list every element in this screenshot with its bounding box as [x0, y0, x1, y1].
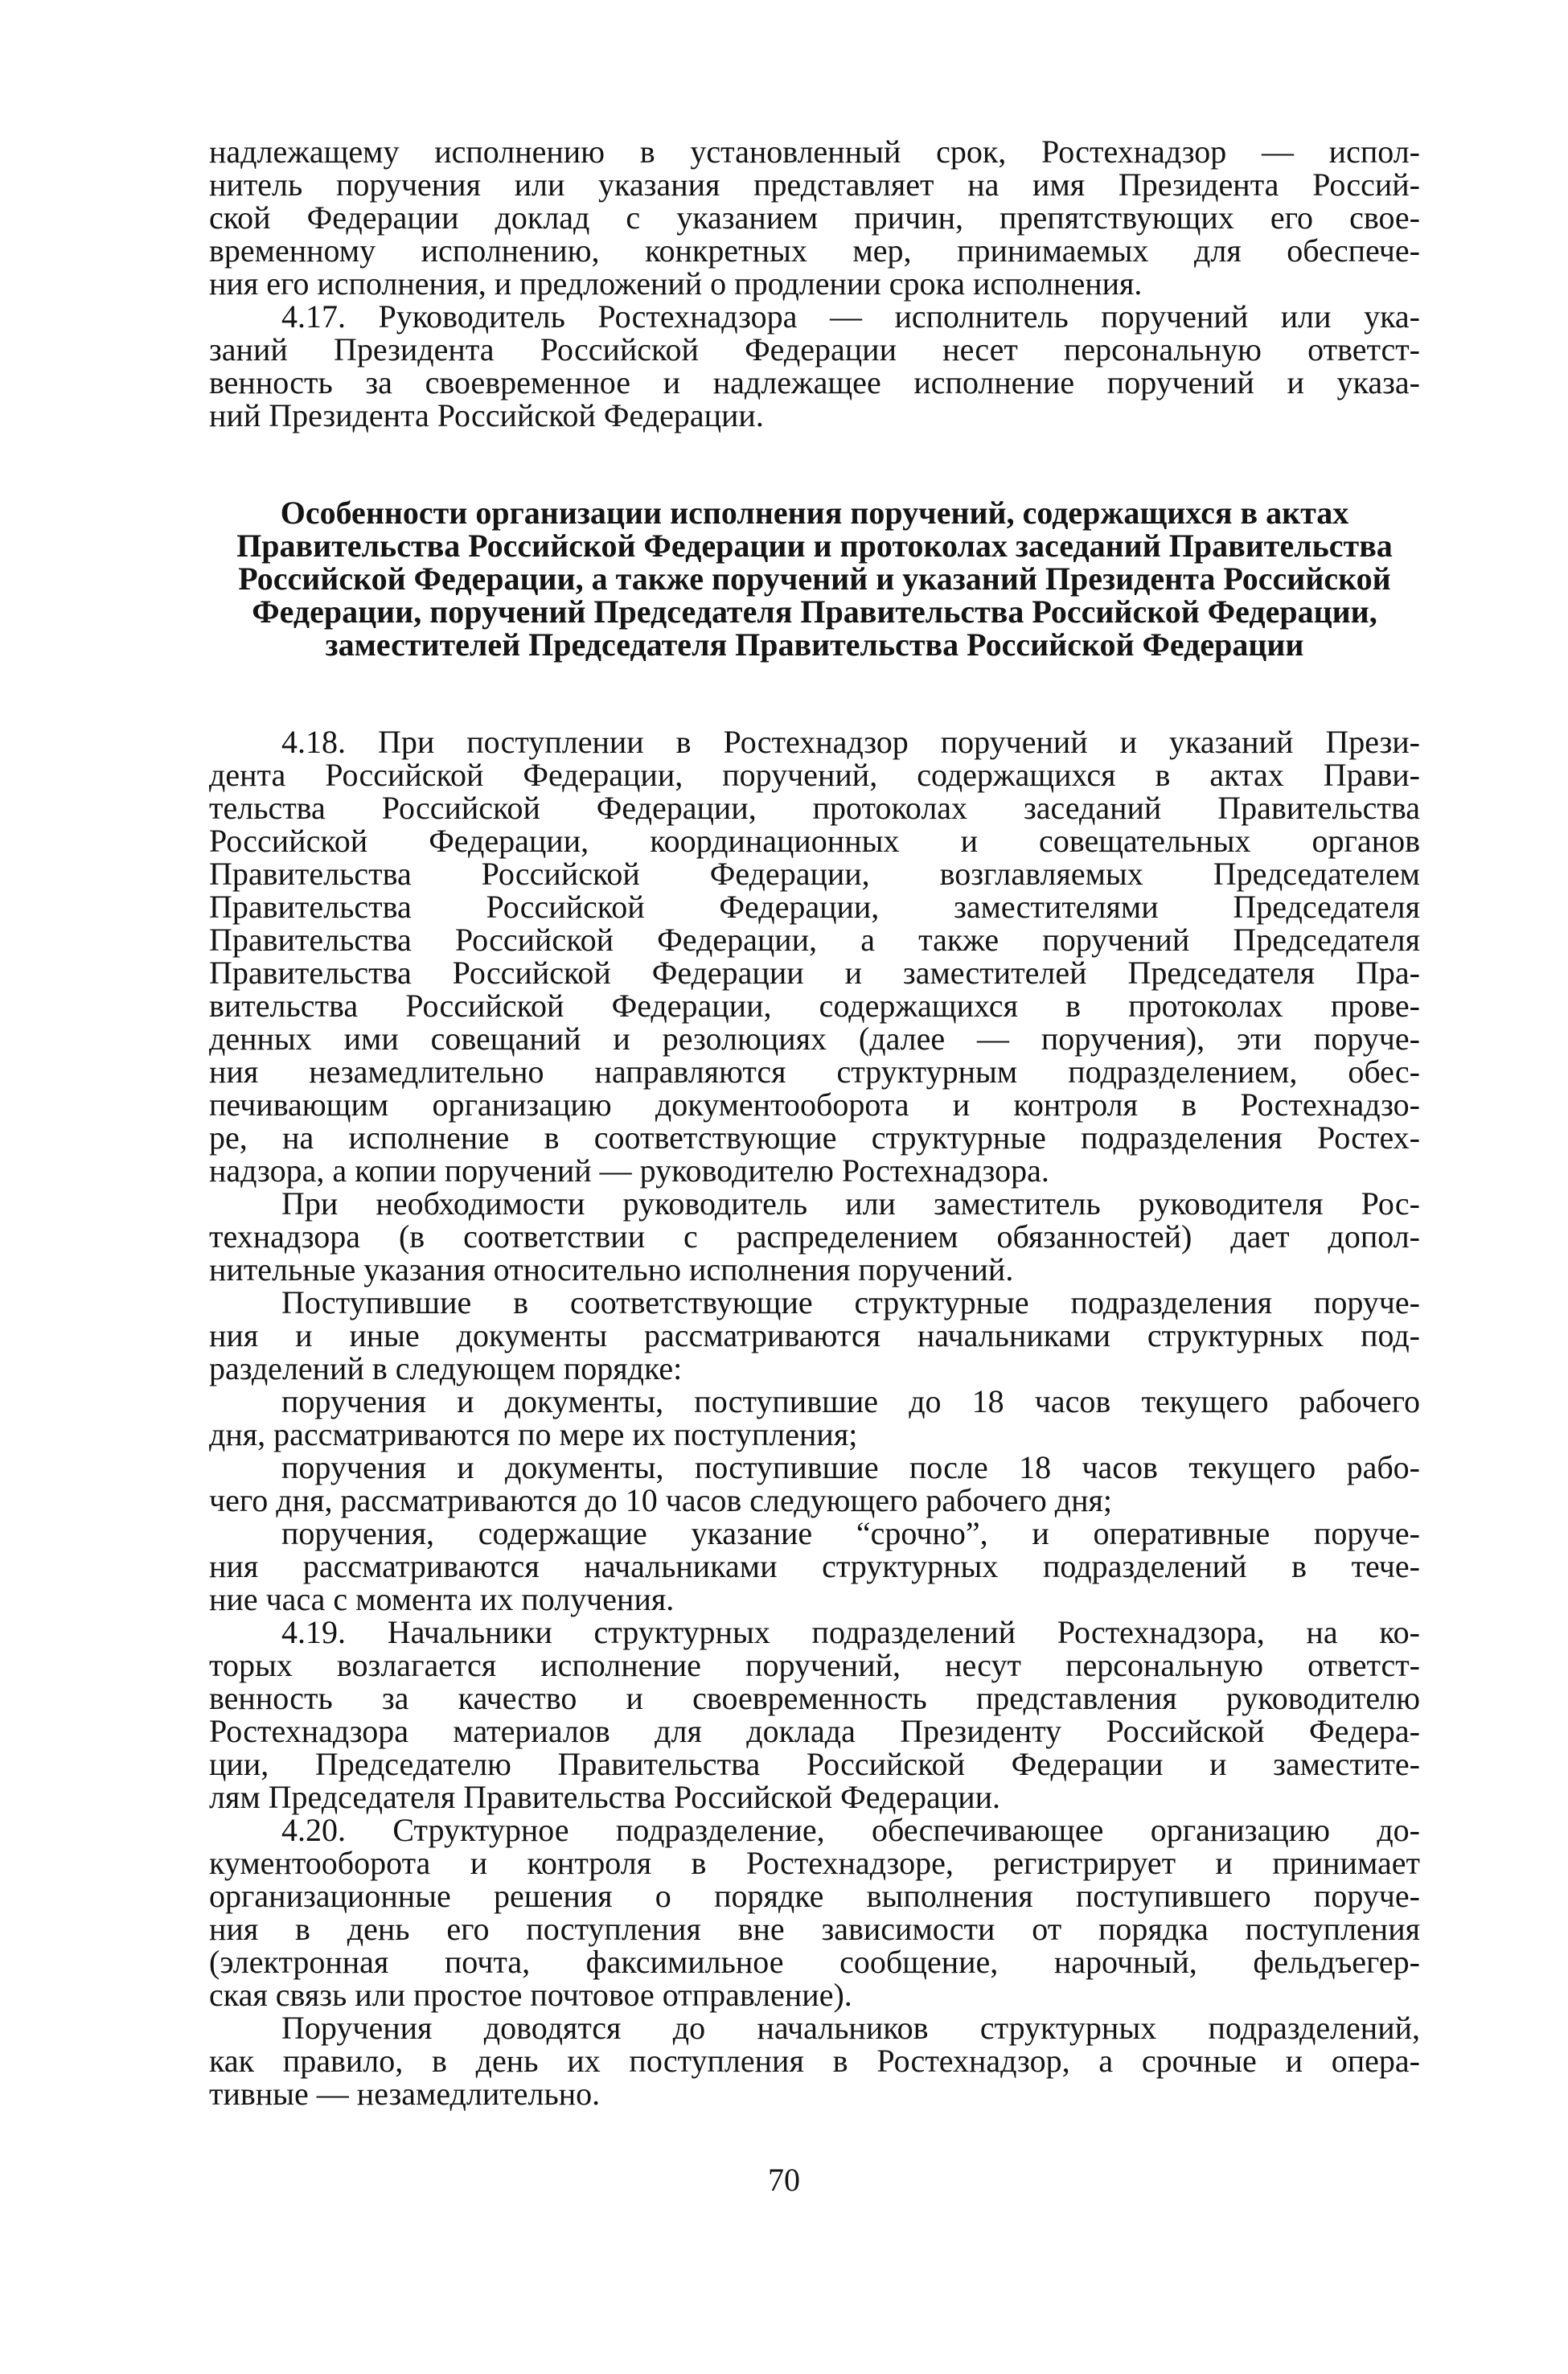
- text-line: надлежащему исполнению в установленный срок, Ростехнадзор — испол-: [209, 133, 1420, 170]
- text-line: тивные — незамедлительно.: [209, 2076, 601, 2112]
- section-heading: [209, 496, 1420, 661]
- text-line: временному исполнению, конкретных мер, принимаемых для обеспече-: [209, 232, 1420, 269]
- text-line: 4.19. Начальники структурных подразделений Ростехнадзора, на ко-: [281, 1614, 1420, 1650]
- text-line: ния незамедлительно направляются структурным подразделением, обес-: [209, 1054, 1420, 1090]
- text-line: Правительства Российской Федерации, возглавляемых Председателем: [209, 856, 1420, 892]
- paragraph-urgent: [209, 1517, 1420, 1616]
- paragraph-continuation: [209, 135, 1420, 300]
- text-line: поручения и документы, поступившие до 18 часов текущего рабочего: [281, 1383, 1420, 1419]
- text-line: технадзора (в соответствии с распределением обязанностей) дает допол-: [209, 1218, 1420, 1255]
- text-line: надзора, а копии поручений — руководителю Ростехнадзора.: [209, 1152, 1049, 1189]
- text-line: При необходимости руководитель или заместитель руководителя Рос-: [281, 1185, 1420, 1222]
- paragraph-deputy: [209, 1187, 1420, 1286]
- text-line: разделений в следующем порядке:: [209, 1350, 683, 1386]
- heading-line: Российской Федерации, а также поручений и указаний Президента Российской: [238, 561, 1391, 597]
- paragraph-delivery: [209, 2011, 1420, 2110]
- text-line: дента Российской Федерации, поручений, содержащихся в актах Прави-: [209, 757, 1420, 793]
- page-number: 70: [768, 2162, 800, 2198]
- text-line: дня, рассматриваются по мере их поступления;: [209, 1416, 858, 1452]
- text-line: ния в день его поступления вне зависимости от порядка поступления: [209, 1911, 1420, 1947]
- text-line: как правило, в день их поступления в Ростехнадзор, а срочные и опера-: [209, 2043, 1420, 2079]
- text-line: ния его исполнения, и предложений о продлении срока исполнения.: [209, 265, 1143, 302]
- text-line: торых возлагается исполнение поручений, несут персональную ответст-: [209, 1647, 1420, 1683]
- text-line: денных ими совещаний и резолюциях (далее — поручения), эти поруче-: [209, 1021, 1420, 1057]
- text-line: ре, на исполнение в соответствующие структурные подразделения Ростех-: [209, 1119, 1420, 1156]
- paragraph-4-20: [209, 1813, 1420, 2011]
- text-line: кументооборота и контроля в Ростехнадзоре, регистрирует и принимает: [209, 1845, 1420, 1881]
- text-line: Поручения доводятся до начальников структурных подразделений,: [281, 2010, 1420, 2046]
- text-line: нительные указания относительно исполнения поручений.: [209, 1251, 1014, 1288]
- text-line: венность за качество и своевременность представления руководителю: [209, 1680, 1420, 1716]
- text-line: ская связь или простое почтовое отправление).: [209, 1977, 852, 2013]
- text-line: ние часа с момента их получения.: [209, 1581, 675, 1617]
- text-line: лям Председателя Правительства Российской Федерации.: [209, 1779, 1001, 1815]
- text-line: поручения и документы, поступившие после 18 часов текущего рабо-: [281, 1449, 1420, 1485]
- text-line: ции, Председателю Правительства Российской Федерации и заместите-: [209, 1746, 1420, 1782]
- paragraph-4-17: [209, 300, 1420, 432]
- text-line: венность за своевременное и надлежащее исполнение поручений и указа-: [209, 364, 1420, 400]
- paragraph-before-18: [209, 1385, 1420, 1451]
- text-line: организационные решения о порядке выполнения поступившего поруче-: [209, 1878, 1420, 1914]
- text-line: Правительства Российской Федерации, заместителями Председателя: [209, 889, 1420, 925]
- text-line: Правительства Российской Федерации, а также поручений Председателя: [209, 922, 1420, 958]
- text-line: чего дня, рассматриваются до 10 часов следующего рабочего дня;: [209, 1482, 1113, 1518]
- text-line: Поступившие в соответствующие структурные подразделения поруче-: [281, 1284, 1420, 1320]
- document-page: [209, 135, 1420, 2110]
- text-line: 4.18. При поступлении в Ростехнадзор поручений и указаний Прези-: [281, 724, 1420, 760]
- text-line: ской Федерации доклад с указанием причин, препятствующих его свое-: [209, 199, 1420, 236]
- paragraph-4-18: [209, 725, 1420, 1187]
- text-line: ния рассматриваются начальниками структурных подразделений в тече-: [209, 1548, 1420, 1584]
- text-line: ний Президента Российской Федерации.: [209, 397, 764, 433]
- heading-line: Федерации, поручений Председателя Правительства Российской Федерации,: [252, 594, 1377, 630]
- text-line: 4.20. Структурное подразделение, обеспечивающее организацию до-: [281, 1812, 1420, 1848]
- heading-line: заместителей Председателя Правительства Российской Федерации: [325, 626, 1304, 663]
- text-line: 4.17. Руководитель Ростехнадзора — исполнитель поручений или ука-: [281, 298, 1420, 335]
- text-line: нитель поручения или указания представляет на имя Президента Россий-: [209, 166, 1420, 203]
- paragraph-4-19: [209, 1616, 1420, 1813]
- text-line: ния и иные документы рассматриваются начальниками структурных под-: [209, 1317, 1420, 1353]
- text-line: печивающим организацию документооборота и контроля в Ростехнадзо-: [209, 1086, 1420, 1123]
- text-line: вительства Российской Федерации, содержащихся в протоколах прове-: [209, 988, 1420, 1024]
- text-line: поручения, содержащие указание “срочно”, и оперативные поруче-: [281, 1515, 1420, 1551]
- text-line: тельства Российской Федерации, протоколах заседаний Правительства: [209, 790, 1420, 826]
- heading-line: Правительства Российской Федерации и протоколах заседаний Правительства: [236, 528, 1393, 564]
- text-line: Ростехнадзора материалов для доклада Президенту Российской Федера-: [209, 1713, 1420, 1749]
- text-line: Правительства Российской Федерации и заместителей Председателя Пра-: [209, 955, 1420, 991]
- text-line: Российской Федерации, координационных и совещательных органов: [209, 823, 1420, 859]
- text-line: заний Президента Российской Федерации несет персональную ответст-: [209, 331, 1420, 368]
- paragraph-after-18: [209, 1451, 1420, 1517]
- paragraph-incoming: [209, 1286, 1420, 1385]
- text-line: (электронная почта, факсимильное сообщение, нарочный, фельдъегер-: [209, 1944, 1420, 1980]
- heading-line: Особенности организации исполнения поручений, содержащихся в актах: [280, 495, 1349, 531]
